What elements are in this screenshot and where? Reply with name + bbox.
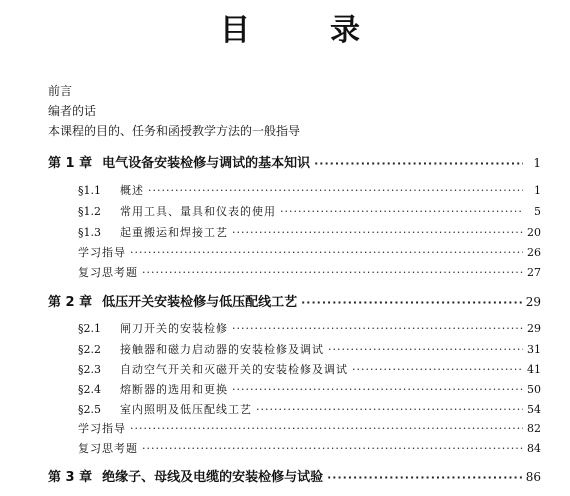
toc-title (0, 14, 570, 48)
leader-dots (352, 363, 523, 376)
chapter-title: 绝缘子、母线及电缆的安装检修与试验 (102, 470, 324, 485)
chapter-2-entry (48, 291, 541, 310)
section-title: 概述 (120, 184, 144, 197)
chapter-number: 第 2 章 (48, 295, 93, 310)
leader-dots (232, 226, 523, 239)
leader-dots (148, 184, 523, 197)
section-number: §1.2 (78, 205, 101, 218)
page-number: 1 (533, 156, 541, 170)
section-entry (78, 182, 541, 198)
leader-dots (142, 266, 523, 279)
leader-dots (256, 403, 523, 416)
leader-dots (142, 442, 523, 455)
leader-dots (130, 422, 523, 435)
page-number: 86 (525, 470, 541, 484)
page-number: 1 (534, 184, 541, 197)
section-entry (78, 224, 541, 240)
chapter-1-entry (48, 152, 541, 171)
page-number: 27 (527, 266, 541, 279)
leader-dots (232, 383, 523, 396)
title-char-2: 录 (330, 13, 361, 48)
chapter-3-entry (48, 466, 541, 485)
section-title: 室内照明及低压配线工艺 (120, 403, 252, 416)
chapter-number: 第 3 章 (48, 470, 93, 485)
review-questions-title: 复习思考题 (78, 442, 138, 455)
chapter-number: 第 1 章 (48, 156, 93, 171)
section-number: §2.5 (78, 403, 101, 416)
section-title: 自动空气开关和灭磁开关的安装检修及调试 (120, 363, 348, 376)
page-number: 31 (527, 343, 541, 356)
page-number: 82 (527, 422, 541, 435)
study-guide-title: 学习指导 (78, 246, 126, 259)
study-guide-entry (78, 420, 541, 436)
page-number: 84 (527, 442, 541, 455)
section-title: 起重搬运和焊接工艺 (120, 226, 228, 239)
prelim-course-guide: 本课程的目的、任务和函授教学方法的一般指导 (48, 124, 301, 138)
study-guide-title: 学习指导 (78, 422, 126, 435)
chapter-title: 电气设备安装检修与调试的基本知识 (102, 156, 311, 171)
leader-dots (328, 343, 523, 356)
section-number: §2.1 (78, 322, 101, 335)
leader-dots (280, 205, 523, 218)
section-number: §2.3 (78, 363, 101, 376)
section-title: 熔断器的选用和更换 (120, 383, 228, 396)
review-questions-title: 复习思考题 (78, 266, 138, 279)
section-entry (78, 381, 541, 397)
leader-dots (314, 157, 523, 170)
review-questions-entry (78, 264, 541, 280)
page-number: 29 (525, 295, 541, 309)
prelim-foreword: 前言 (48, 84, 73, 98)
page-number: 29 (527, 322, 541, 335)
section-title: 接触器和磁力启动器的安装检修及调试 (120, 343, 324, 356)
leader-dots (232, 322, 523, 335)
section-number: §1.1 (78, 184, 101, 197)
title-char-1: 目 (220, 13, 251, 48)
section-number: §1.3 (78, 226, 101, 239)
leader-dots (327, 471, 522, 484)
section-entry (78, 341, 541, 357)
page-number: 5 (534, 205, 541, 218)
section-number: §2.4 (78, 383, 101, 396)
section-title: 闸刀开关的安装检修 (120, 322, 228, 335)
page-number: 41 (527, 363, 541, 376)
chapter-title: 低压开关安装检修与低压配线工艺 (102, 295, 298, 310)
section-entry (78, 320, 541, 336)
study-guide-entry (78, 244, 541, 260)
section-entry (78, 203, 541, 219)
section-entry (78, 401, 541, 417)
leader-dots (301, 296, 522, 309)
prelim-editors-note: 编者的话 (48, 104, 97, 118)
page-number: 50 (527, 383, 541, 396)
section-title: 常用工具、量具和仪表的使用 (120, 205, 276, 218)
review-questions-entry (78, 440, 541, 456)
page-number: 54 (527, 403, 541, 416)
section-entry (78, 361, 541, 377)
section-number: §2.2 (78, 343, 101, 356)
page-number: 20 (527, 226, 541, 239)
page-number: 26 (527, 246, 541, 259)
leader-dots (130, 246, 523, 259)
